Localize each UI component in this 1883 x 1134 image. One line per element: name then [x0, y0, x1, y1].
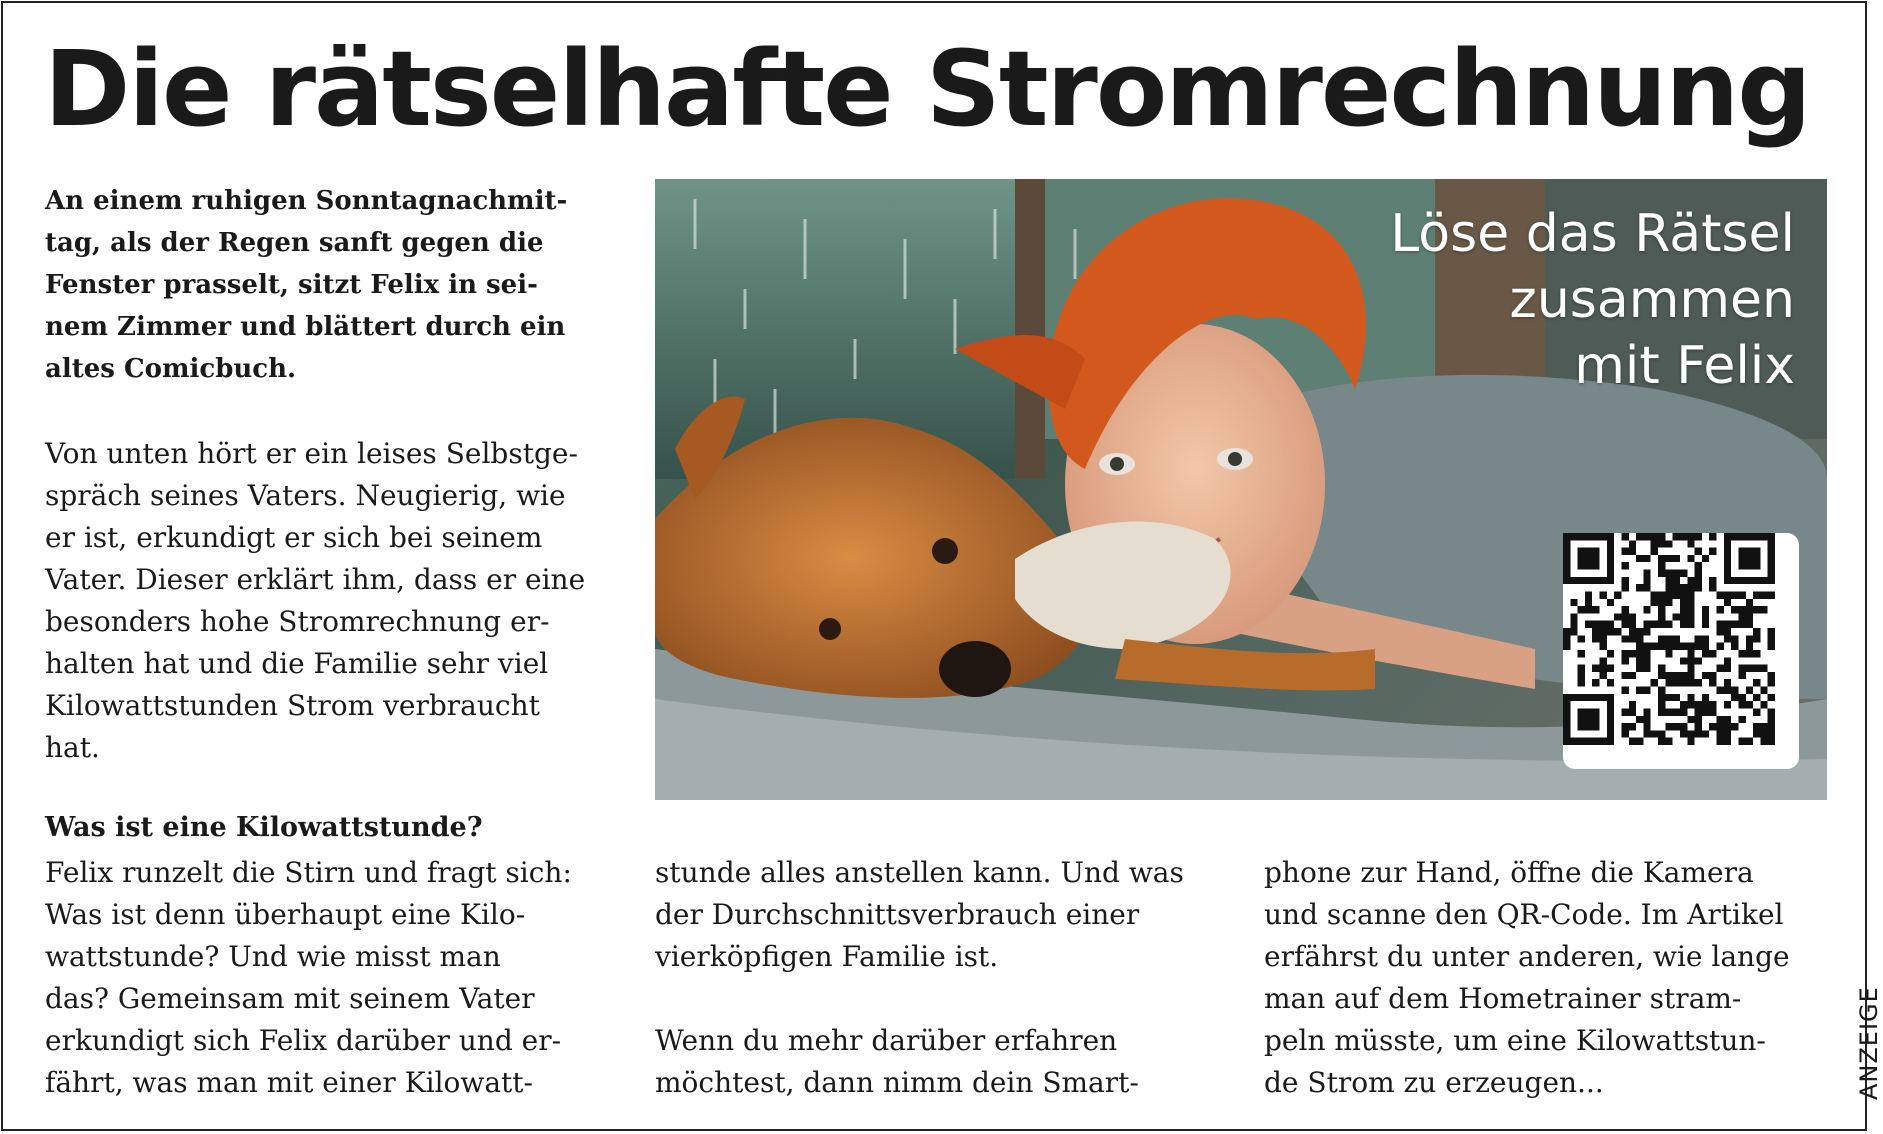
qr-code-icon: [1563, 533, 1775, 745]
column-line: de Strom zu erzeugen...: [1264, 1066, 1604, 1099]
column-line: peln müsste, um eine Kilowattstun-: [1264, 1024, 1766, 1057]
overlay-line: zusammen: [1509, 270, 1795, 330]
headline: Die rätselhafte Stromrechnung: [44, 28, 1810, 150]
subheading: Was ist eine Kilowattstunde?: [45, 812, 483, 843]
column-line: vierköpfigen Familie ist.: [655, 940, 999, 973]
lead-line: altes Comicbuch.: [45, 354, 297, 384]
column-line: man auf dem Hometrainer stram-: [1264, 982, 1742, 1015]
column-line: und scanne den QR-Code. Im Artikel: [1264, 898, 1784, 931]
body-line: hat.: [45, 731, 100, 764]
column-line: erfährst du unter anderen, wie lange: [1264, 940, 1790, 973]
image-overlay-text: [1390, 201, 1795, 399]
lead-line: tag, als der Regen sanft gegen die: [45, 228, 544, 258]
body-line: Von unten hört er ein leises Selbstge-: [45, 437, 578, 470]
body-line: Kilowattstunden Strom verbraucht: [45, 689, 540, 722]
overlay-line: mit Felix: [1574, 336, 1795, 396]
overlay-line: Löse das Rätsel: [1390, 204, 1795, 264]
body-line: spräch seines Vaters. Neugierig, wie: [45, 479, 566, 512]
column-line: Was ist denn überhaupt eine Kilo-: [45, 898, 526, 931]
column-line: möchtest, dann nimm dein Smart-: [655, 1066, 1139, 1099]
text-column-2: [655, 852, 1217, 1104]
text-column-1: [45, 852, 608, 1104]
body-line: besonders hohe Stromrechnung er-: [45, 605, 550, 638]
body-paragraph: [45, 433, 608, 769]
column-line: Felix runzelt die Stirn und fragt sich:: [45, 856, 572, 889]
text-column-3: [1264, 852, 1827, 1104]
hero-image: [655, 179, 1827, 800]
qr-code[interactable]: [1563, 533, 1799, 769]
body-line: er ist, erkundigt er sich bei seinem: [45, 521, 543, 554]
lead-paragraph: [45, 180, 608, 390]
column-line: Wenn du mehr darüber erfahren: [655, 1024, 1118, 1057]
column-line: phone zur Hand, öffne die Kamera: [1264, 856, 1754, 889]
lead-line: Fenster prasselt, sitzt Felix in sei-: [45, 270, 538, 300]
body-line: Vater. Dieser erklärt ihm, dass er eine: [45, 563, 586, 596]
column-line: wattstunde? Und wie misst man: [45, 940, 501, 973]
body-line: halten hat und die Familie sehr viel: [45, 647, 549, 680]
advertisement-label: ANZEIGE: [1855, 986, 1883, 1100]
lead-line: An einem ruhigen Sonntagnachmit-: [45, 186, 568, 216]
column-line: das? Gemeinsam mit seinem Vater: [45, 982, 535, 1015]
column-line: stunde alles anstellen kann. Und was: [655, 856, 1184, 889]
lead-line: nem Zimmer und blättert durch ein: [45, 312, 566, 342]
column-line: fährt, was man mit einer Kilowatt-: [45, 1066, 534, 1099]
column-line: erkundigt sich Felix darüber und er-: [45, 1024, 562, 1057]
column-line: der Durchschnittsverbrauch einer: [655, 898, 1140, 931]
